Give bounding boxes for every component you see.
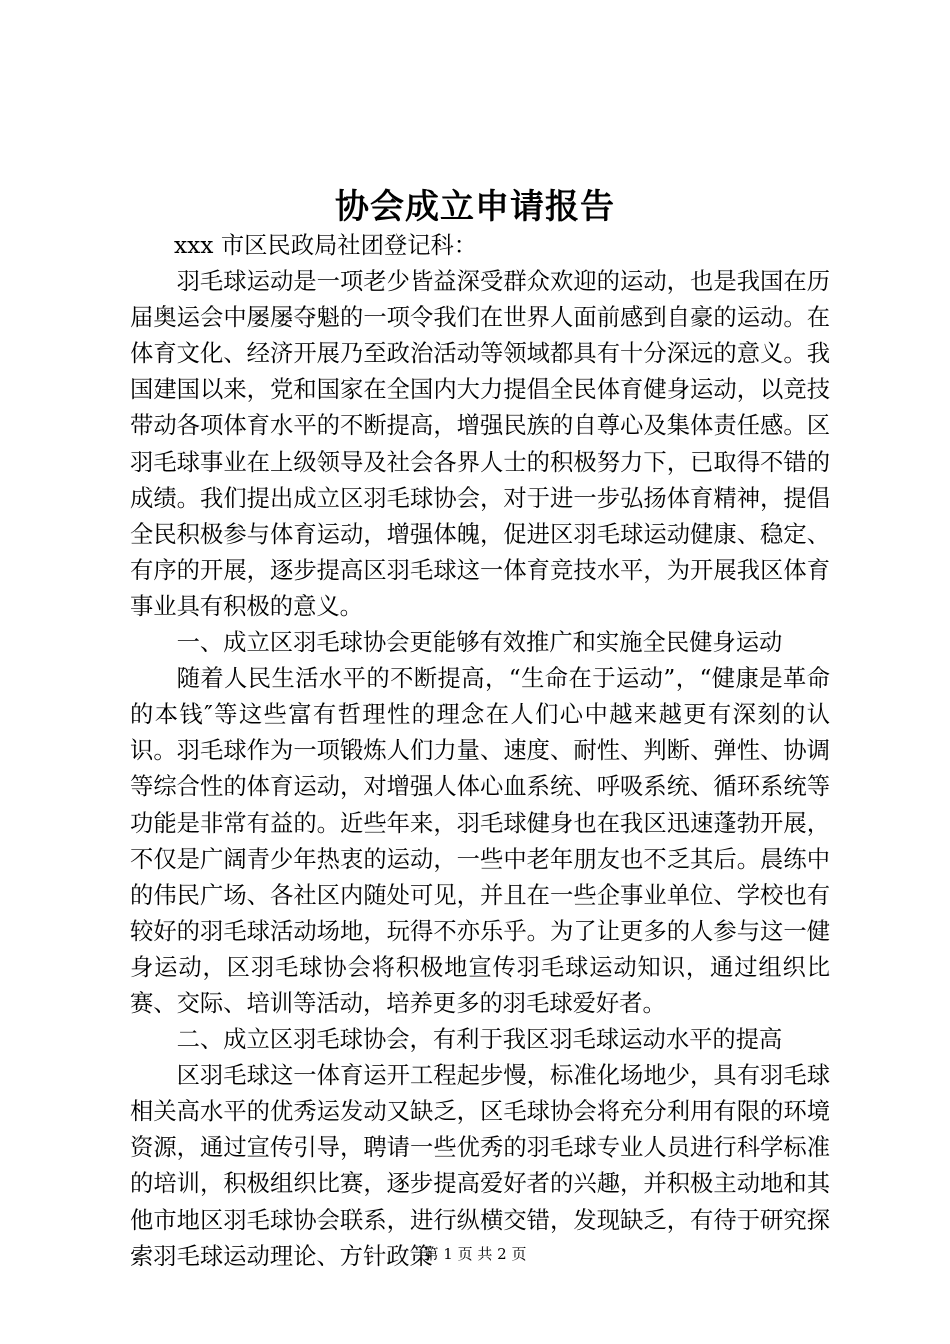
paragraph-section-2: 区羽毛球这一体育运开工程起步慢，标准化场地少，具有羽毛球相关高水平的优秀运发动又缺乏，区毛球协会将充分利用有限的环境资源，通过宣传引导，聘请一些优秀的羽毛球专业人员进行科学标准的培训，积极组织比赛，逐步提高爱好者的兴趣，并积极主动地和其他市地区羽毛球协会联系，进行纵横交错，发现缺乏，有待于研究探索羽毛球运动理论、方针政策 [130, 1062, 830, 1270]
page-footer: 第 1 页 共 2 页 [423, 1245, 527, 1263]
document-body [130, 228, 830, 1275]
section-heading-2: 二、成立区羽毛球协会，有利于我区羽毛球运动水平的提高 [176, 1026, 783, 1054]
recipient-line: xxx 市区民政局社团登记科： [174, 232, 478, 259]
paragraph-intro: 羽毛球运动是一项老少皆益深受群众欢迎的运动，也是我国在历届奥运会中屡屡夺魁的一项令我们在世界人面前感到自豪的运动。在体育文化、经济开展乃至政治活动等领域都具有十分深远的意义。我国建国以来，党和国家在全国内大力提倡全民体育健身运动，以竞技带动各项体育水平的不断提高，增强民族的自尊心及集体责任感。区羽毛球事业在上级领导及社会各界人士的积极努力下，已取得不错的成绩。我们提出成立区羽毛球协会，对于进一步弘扬体育精神，提倡全民积极参与体育运动，增强体魄，促进区羽毛球运动健康、稳定、有序的开展，逐步提高区羽毛球这一体育竞技水平，为开展我区体育事业具有积极的意义。 [130, 268, 830, 620]
paragraph-section-1: 随着人民生活水平的不断提高，“生命在于运动”，“健康是革命的本钱″等这些富有哲理性的理念在人们心中越来越更有深刻的认识。羽毛球作为一项锻炼人们力量、速度、耐性、判断、弹性、协调等综合性的体育运动，对增强人体心血系统、呼吸系统、循环系统等功能是非常有益的。近些年来，羽毛球健身也在我区迅速蓬勃开展，不仅是广阔青少年热衷的运动，一些中老年朋友也不乏其后。晨练中的伟民广场、各社区内随处可见，并且在一些企事业单位、学校也有较好的羽毛球活动场地，玩得不亦乐乎。为了让更多的人参与这一健身运动，区羽毛球协会将积极地宣传羽毛球运动知识，通过组织比赛、交际、培训等活动，培养更多的羽毛球爱好者。 [130, 665, 830, 1017]
section-heading-1: 一、成立区羽毛球协会更能够有效推广和实施全民健身运动 [176, 629, 783, 657]
document-title: 协会成立申请报告 [335, 187, 615, 227]
